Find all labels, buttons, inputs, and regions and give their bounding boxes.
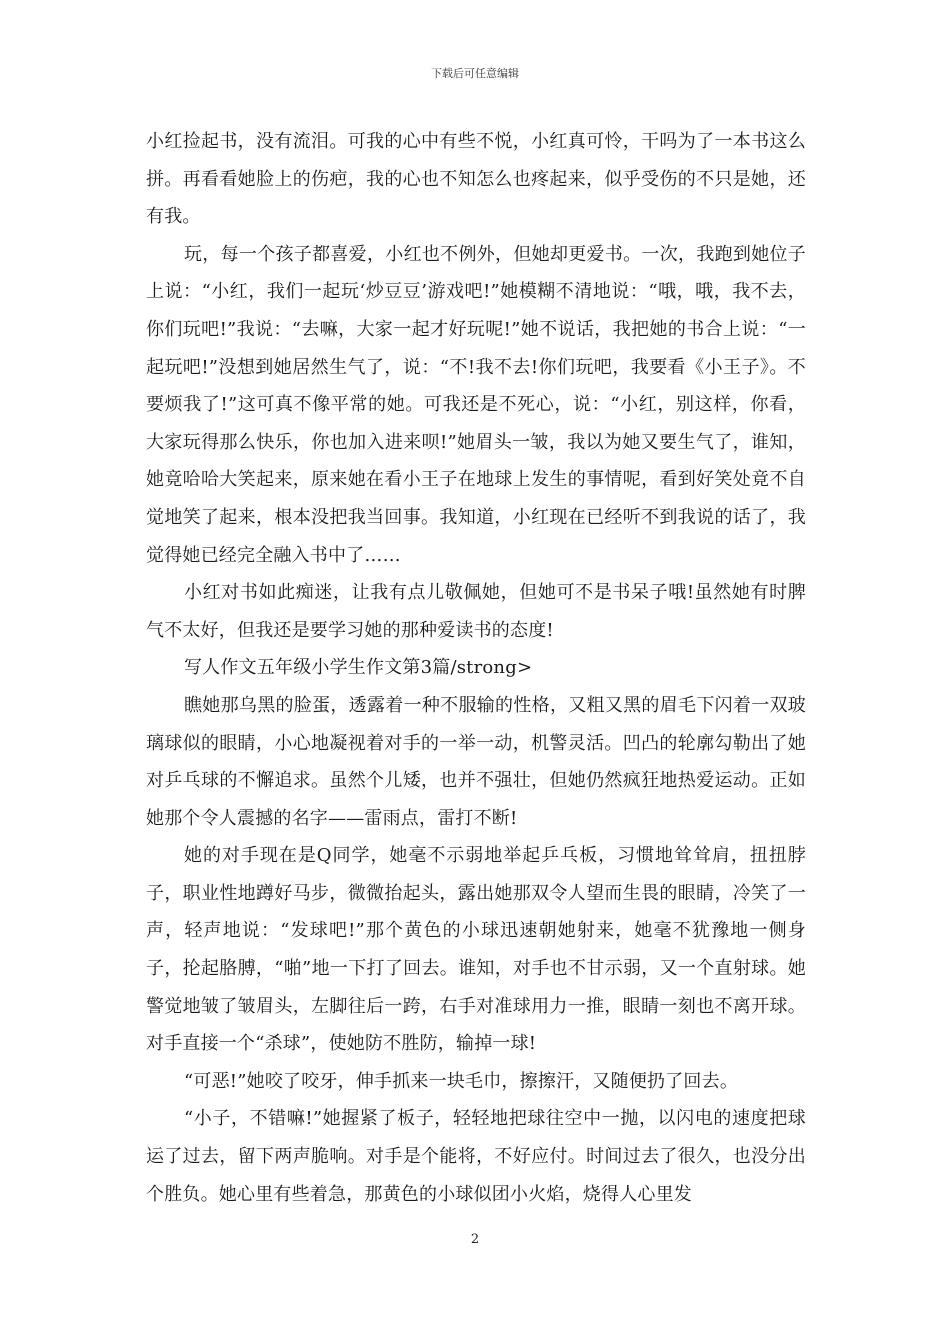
paragraph: 小红捡起书，没有流泪。可我的心中有些不悦，小红真可怜，干吗为了一本书这么拼。再看看她脸上的伤疤，我的心也不知怎么也疼起来，似乎受伤的不只是她，还有我。 [146, 131, 806, 228]
paragraph: “可恶!”她咬了咬牙，伸手抓来一块毛巾，擦擦汗，又随便扔了回去。 [184, 1070, 739, 1092]
body-text [146, 123, 806, 1213]
page-header: 下载后可任意编辑 [431, 67, 519, 80]
paragraph: 她的对手现在是Q同学，她毫不示弱地举起乒乓板，习惯地耸耸肩，扭扭脖子，职业性地蹲好马步，微微抬起头，露出她那双令人望而生畏的眼睛，冷笑了一声，轻声地说：“发球吧!”那个黄色的小球迅速朝她射来，她毫不犹豫地一侧身子，抡起胳膊，“啪”地一下打了回去。谁知，对手也不甘示弱，又一个直射球。她警觉地皱了皱眉头，左脚往后一跨，右手对准球用力一推，眼睛一刻也不离开球。对手直接一个“杀球”，使她防不胜防，输掉一球! [146, 845, 806, 1055]
paragraph: 瞧她那乌黑的脸蛋，透露着一种不服输的性格，又粗又黑的眉毛下闪着一双玻璃球似的眼睛，小心地凝视着对手的一举一动，机警灵活。凹凸的轮廓勾勒出了她对乒乓球的不懈追求。虽然个儿矮，也并不强壮，但她仍然疯狂地热爱运动。正如她那个令人震撼的名字——雷雨点，雷打不断! [146, 694, 806, 829]
section-heading: 写人作文五年级小学生作文第3篇/strong> [184, 657, 533, 679]
paragraph: “小子，不错嘛!”她握紧了板子，轻轻地把球往空中一抛，以闪电的速度把球运了过去，留下两声脆响。对手是个能将，不好应付。时间过去了很久，也没分出个胜负。她心里有些着急，那黄色的小球似团小火焰，烧得人心里发 [146, 1108, 806, 1205]
paragraph: 小红对书如此痴迷，让我有点儿敬佩她，但她可不是书呆子哦!虽然她有时脾气不太好，但我还是要学习她的那种爱读书的态度! [146, 582, 806, 641]
paragraph: 玩，每一个孩子都喜爱，小红也不例外，但她却更爱书。一次，我跑到她位子上说：“小红，我们一起玩‘炒豆豆’游戏吧!”她模糊不清地说：“哦，哦，我不去，你们玩吧!”我说：“去嘛，大家一起才好玩呢!”她不说话，我把她的书合上说：“一起玩吧!”没想到她居然生气了，说：“不!我不去!你们玩吧，我要看《小王子》。不要烦我了!”这可真不像平常的她。可我还是不死心，说：“小红，别这样，你看，大家玩得那么快乐，你也加入进来呗!”她眉头一皱，我以为她又要生气了，谁知，她竟哈哈大笑起来，原来她在看小王子在地球上发生的事情呢，看到好笑处竟不自觉地笑了起来，根本没把我当回事。我知道，小红现在已经听不到我说的话了，我觉得她已经完全融入书中了…… [146, 243, 806, 566]
page-number: 2 [470, 1232, 480, 1247]
